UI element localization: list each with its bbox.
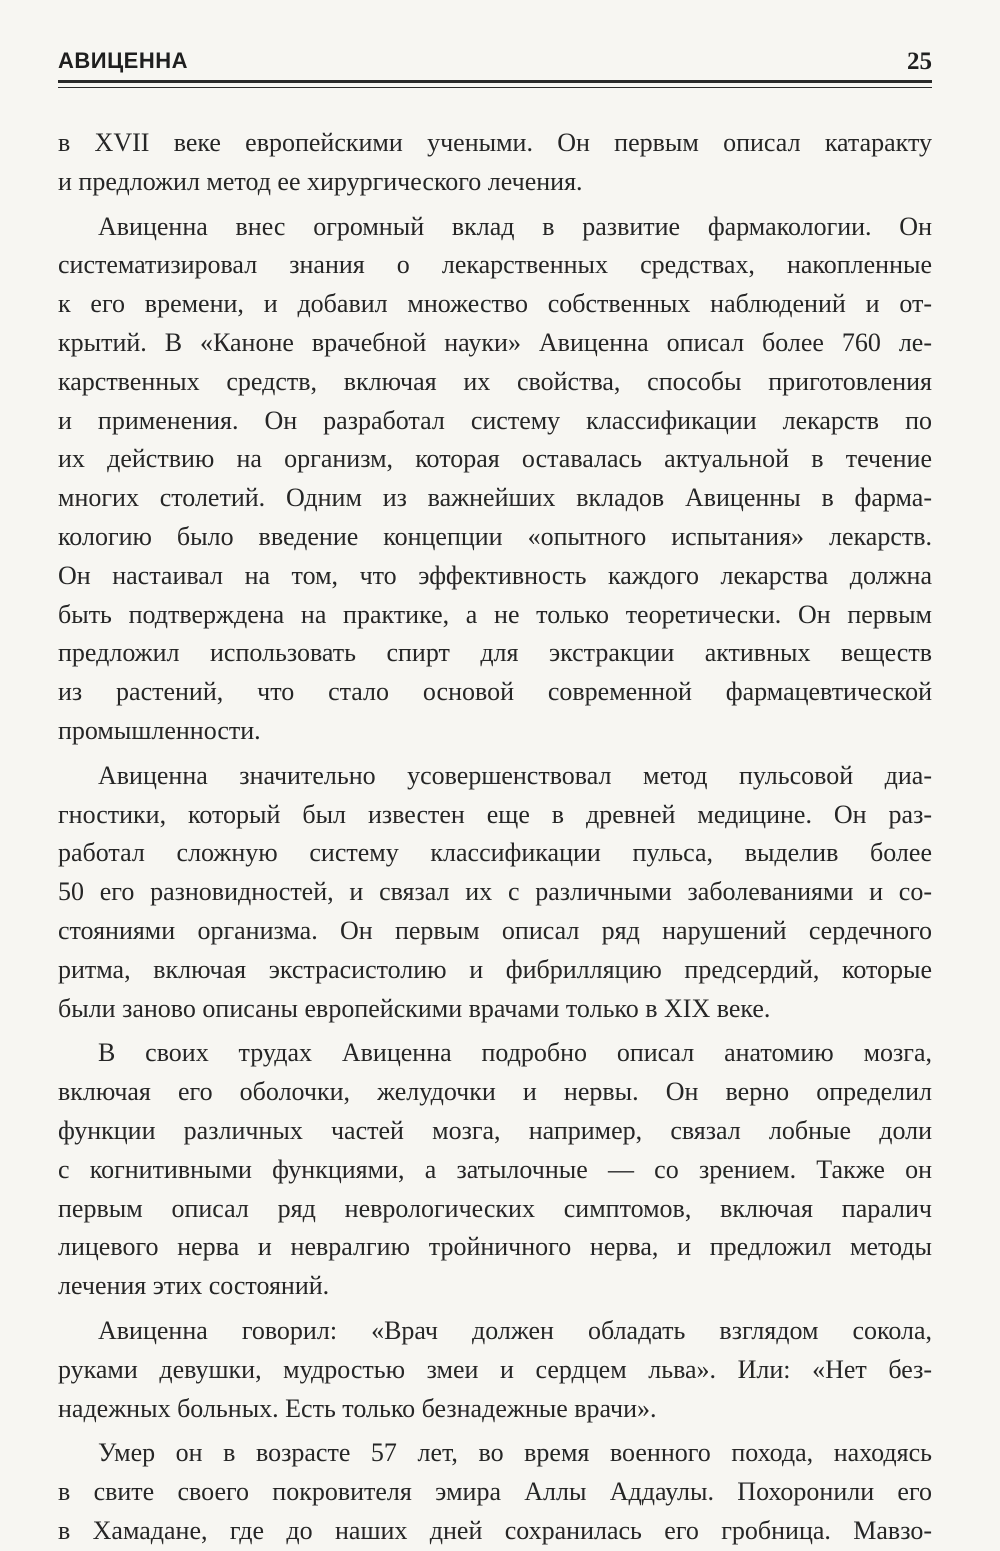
text-line: В своих трудах Авиценна подробно описал анатомию мозга, — [98, 1038, 932, 1068]
text-line: Умер он в возрасте 57 лет, во время военного похода, находясь — [98, 1438, 932, 1468]
paragraph — [58, 1312, 932, 1428]
text-line: включая его оболочки, желудочки и нервы. Он верно определил — [58, 1077, 932, 1107]
paragraph — [58, 1434, 932, 1550]
text-line: руками девушки, мудростью змеи и сердцем льва». Или: «Нет без- — [58, 1354, 932, 1384]
book-page — [58, 0, 932, 1545]
text-line: лицевого нерва и невралгию тройничного нерва, и предложил методы — [58, 1232, 932, 1262]
body-text — [58, 124, 932, 1551]
text-line: и предложил метод ее хирургического лечения. — [58, 166, 583, 196]
text-line: с когнитивными функциями, а затылочные — со зрением. Также он — [58, 1154, 932, 1184]
text-line: систематизировал знания о лекарственных средствах, накопленные — [58, 250, 932, 280]
text-line: были заново описаны европейскими врачами только в XIX веке. — [58, 993, 771, 1023]
text-line: в Хамадане, где до наших дней сохранилась его гробница. Мавзо- — [58, 1515, 932, 1545]
paragraph — [58, 757, 932, 1029]
text-line: из растений, что стало основой современной фармацевтической — [58, 677, 932, 707]
text-line: кологию было введение концепции «опытного испытания» лекарств. — [58, 521, 932, 551]
text-line: предложил использовать спирт для экстракции активных веществ — [58, 638, 932, 668]
text-line: функции различных частей мозга, например, связал лобные доли — [58, 1115, 932, 1145]
text-line: многих столетий. Одним из важнейших вкладов Авиценны в фарма- — [58, 483, 932, 513]
text-line: первым описал ряд неврологических симптомов, включая паралич — [58, 1193, 932, 1223]
text-line: лечения этих состояний. — [58, 1271, 330, 1301]
header-rule-thick — [58, 80, 932, 83]
text-line: быть подтверждена на практике, а не только теоретически. Он первым — [58, 599, 932, 629]
paragraph — [58, 1034, 932, 1306]
header-rule-thin — [58, 87, 932, 88]
text-line: работал сложную систему классификации пульса, выделив более — [58, 838, 932, 868]
text-line: в свите своего покровителя эмира Аллы Аддаулы. Похоронили его — [58, 1477, 932, 1507]
paragraph — [58, 124, 932, 202]
text-line: в XVII веке европейскими учеными. Он первым описал катаракту — [58, 128, 932, 157]
text-line: к его времени, и добавил множество собственных наблюдений и от- — [58, 289, 932, 319]
text-line: карственных средств, включая их свойства, способы приготовления — [58, 366, 932, 396]
text-line: Авиценна говорил: «Врач должен обладать взглядом сокола, — [98, 1315, 932, 1345]
text-line: 50 его разновидностей, и связал их с различными заболеваниями и со- — [58, 877, 932, 907]
page-number: 25 — [907, 48, 932, 75]
text-line: стояниями организма. Он первым описал ряд нарушений сердечного — [58, 915, 932, 945]
text-line: гностики, который был известен еще в древней медицине. Он раз- — [58, 799, 932, 829]
text-line: Авиценна внес огромный вклад в развитие фармакологии. Он — [98, 211, 932, 241]
text-line: и применения. Он разработал систему классификации лекарств по — [58, 405, 932, 435]
running-head-title: АВИЦЕННА — [58, 48, 188, 73]
text-line: Он настаивал на том, что эффективность каждого лекарства должна — [58, 560, 932, 590]
paragraph — [58, 208, 932, 751]
text-line: промышленности. — [58, 715, 261, 745]
text-line: крытий. В «Каноне врачебной науки» Авиценна описал более 760 ле- — [58, 327, 932, 357]
text-line: Авиценна значительно усовершенствовал метод пульсовой диа- — [98, 760, 932, 790]
text-line: их действию на организм, которая оставалась актуальной в течение — [58, 444, 932, 474]
text-line: ритма, включая экстрасистолию и фибрилляцию предсердий, которые — [58, 954, 932, 984]
text-line: надежных больных. Есть только безнадежные врачи». — [58, 1393, 657, 1423]
